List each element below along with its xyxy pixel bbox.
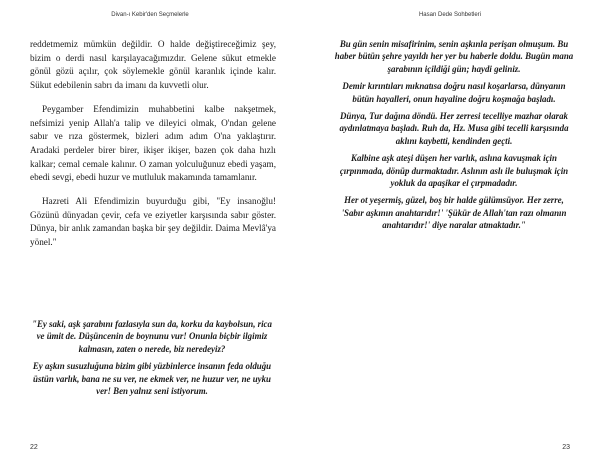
page-number-left: 22 [30,444,38,451]
verse: Kalbine aşk ateşi düşen her varlık, aslına kavuşmak için çırpınmada, dönüp durmaktadır. Aslının aslı ile buluşmak için yokluk da apaşikar el çırpmadadır. [339,153,569,189]
right-verse-block [334,38,574,237]
paragraph: reddetmemiz mümkün değildir. O halde değiştireceğimiz şey, bizim o derdi nasıl karşılayacağımızdır. Gelene sükut etmekle gönül gözü açılır, çok söylemekle gönül karanlık içinde kalır. Sükut edebilenin sabrı da imanı da kuvvetli olur. [30,39,276,91]
verse: Bu gün senin misafirinim, senin aşkınla perişan olmuşum. Bu haber bütün şehre yayıldı her yer bu haberle doldu. Bugün mana şarabının içildiği gün; haydi geliniz. [334,39,574,74]
running-head-right: Hasan Dede Sohbetleri [418,12,482,18]
verse: Ey aşkın susuzluğuna bizim gibi yüzbinlerce insanın feda olduğu üstün varlık, bana ne su ver, ne ekmek ver, ne huzur ver, ne uyku ver! Ben yalnız seni istiyorum. [32,361,272,397]
paragraph: Hazreti Ali Efendimizin buyurduğu gibi, "Ey insanoğlu! Gözünü dünyadan çevir, cefa ve eziyetler karşısında sabır göster. Dünya, bir anlık zamandan başka bir şey değildir. Daima Mevlâ'ya yönel." [30,196,276,248]
verse: Dünya, Tur dağına döndü. Her zerresi tecelliye mazhar olarak aydınlatmaya başladı. Ruh da, Hz. Musa gibi tecelli karşısında aklını kaybetti, kendinden geçti. [339,111,569,146]
right-page [300,0,600,463]
left-body-text [30,38,276,260]
verse: Demir kırıntıları mıknatısa doğru nasıl koşarlarsa, dünyanın bütün hayalleri, onun hayaline doğru koşmağa başladı. [342,81,566,104]
verse: Her ot yeşermiş, güzel, boş bir halde gülümsüyor. Her zerre, 'Sabır aşkının anahtarıdır!' 'Şükür de Allah'tan razı olmanın anahtarıdır!' diye naralar atmaktadır." [341,195,567,231]
page-number-right: 23 [562,444,570,451]
left-verse-block [32,318,272,402]
running-head-left: Divan-ı Kebir'den Seçmelerle [111,12,189,18]
paragraph: Peygamber Efendimizin muhabbetini kalbe nakşetmek, nefsimizi yenip Allah'a talip ve dileyici olmak, O'ndan gelene sabır ve rıza göstermek, bizleri adım adım O'na yaklaştırır. Aradaki perdeler birer birer, ikişer ikişer, bazen çok daha hızlı kalkar; cemal cemale kalınır. O zaman yolculuğunuz ebedi yaşam, ebedi sevgi, ebedi huzur ve mutluluk makamında tamamlanır. [30,103,276,183]
verse: "Ey saki, aşk şarabını fazlasıyla sun da, korku da kaybolsun, rica ve ümit de. Düşüncenin de boynunu vur! Onunla biçbir ilgimiz kalmasın, zaten o nerede, biz neredeyiz? [32,319,272,354]
